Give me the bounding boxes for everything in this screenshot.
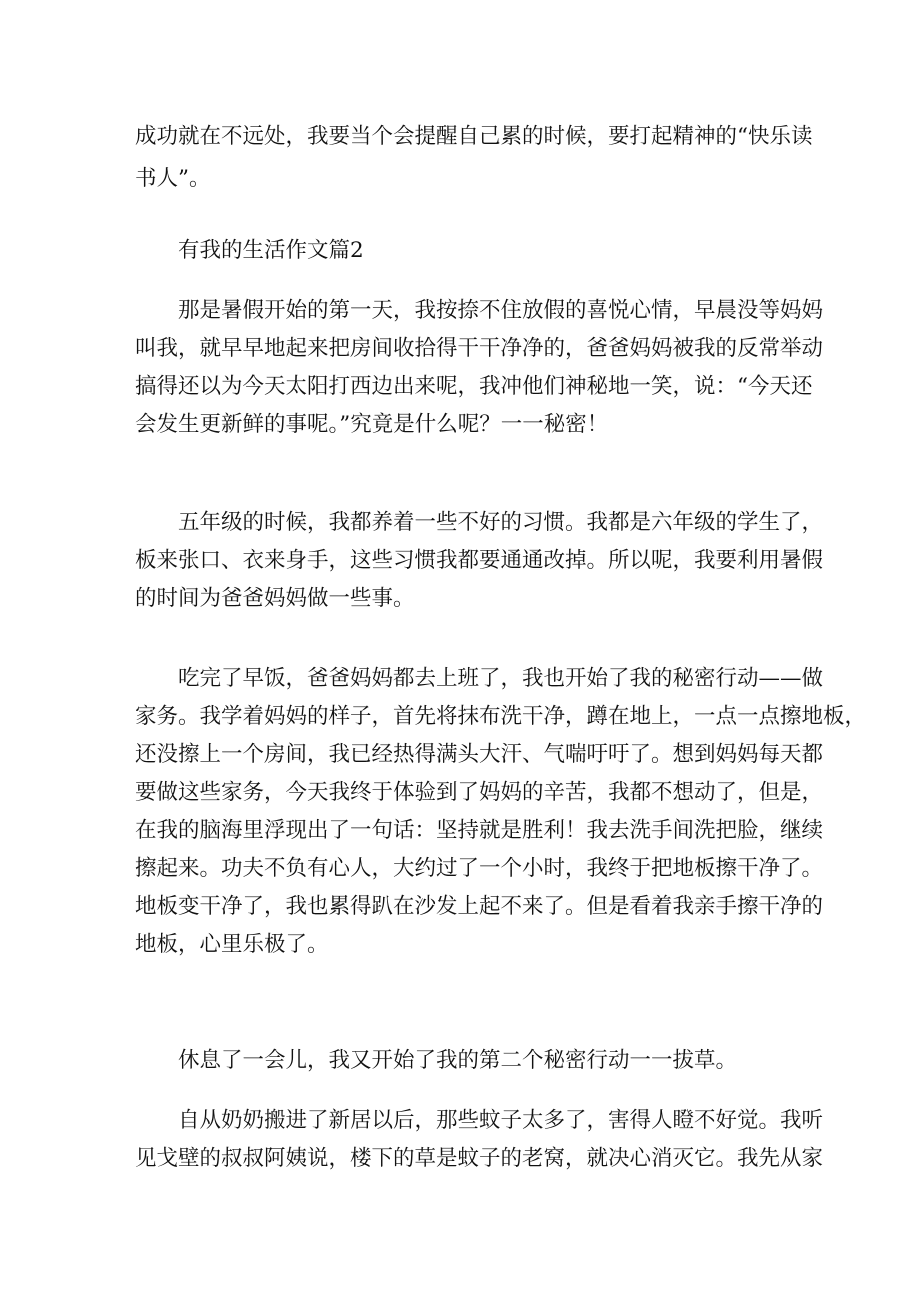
text-line: 书人”。 — [135, 166, 211, 191]
text-line: 还没擦上一个房间，我已经热得满头大汗、气喘吁吁了。想到妈妈每天都 — [135, 742, 824, 767]
paragraph — [135, 292, 824, 444]
text-line: 搞得还以为今天太阳打西边出来呢，我冲他们神秘地一笑，说：“今天还 — [135, 374, 813, 399]
text-line: 那是暑假开始的第一天，我按捺不住放假的喜悦心情，早晨没等妈妈 — [178, 298, 824, 323]
text-line: 成功就在不远处，我要当个会提醒自己累的时候，要打起精神的“快乐读 — [135, 124, 813, 149]
text-line: 在我的脑海里浮现出了一句话：坚持就是胜利！我去洗手间洗把脸，继续 — [135, 818, 824, 843]
text-line: 地板，心里乐极了。 — [135, 932, 329, 957]
text-line: 叫我，就早早地起来把房间收拾得干干净净的，爸爸妈妈被我的反常举动 — [135, 336, 824, 361]
paragraph — [135, 1042, 785, 1080]
paragraph — [135, 1102, 824, 1178]
paragraph — [135, 504, 824, 618]
section-heading — [135, 232, 828, 270]
text-line: 要做这些家务，今天我终于体验到了妈妈的辛苦，我都不想动了，但是， — [135, 780, 824, 805]
text-line: 地板变干净了，我也累得趴在沙发上起不来了。但是看着我亲手擦干净的 — [135, 894, 824, 919]
text-line: 吃完了早饭，爸爸妈妈都去上班了，我也开始了我的秘密行动——做 — [178, 666, 824, 691]
text-line: 休息了一会儿，我又开始了我的第二个秘密行动一一拔草。 — [178, 1048, 738, 1073]
text-line: 擦起来。功夫不负有心人，大约过了一个小时，我终于把地板擦干净了。 — [135, 856, 824, 881]
paragraph — [135, 118, 813, 198]
text-line: 板来张口、衣来身手，这些习惯我都要通通改掉。所以呢，我要利用暑假 — [135, 548, 824, 573]
text-line: 有我的生活作文篇2 — [178, 238, 364, 263]
text-line: 自从奶奶搬进了新居以后，那些蚊子太多了，害得人瞪不好觉。我听 — [178, 1108, 824, 1133]
text-line: 见戈壁的叔叔阿姨说，楼下的草是蚊子的老窝，就决心消灭它。我先从家 — [135, 1146, 824, 1171]
text-line: 会发生更新鲜的事呢。”究竟是什么呢？一一秘密！ — [135, 412, 609, 437]
text-line: 的时间为爸爸妈妈做一些事。 — [135, 586, 415, 611]
text-line: 五年级的时候，我都养着一些不好的习惯。我都是六年级的学生了， — [178, 510, 824, 535]
text-line: 家务。我学着妈妈的样子，首先将抹布洗干净，蹲在地上，一点一点擦地板， — [135, 704, 867, 729]
paragraph — [135, 660, 867, 964]
